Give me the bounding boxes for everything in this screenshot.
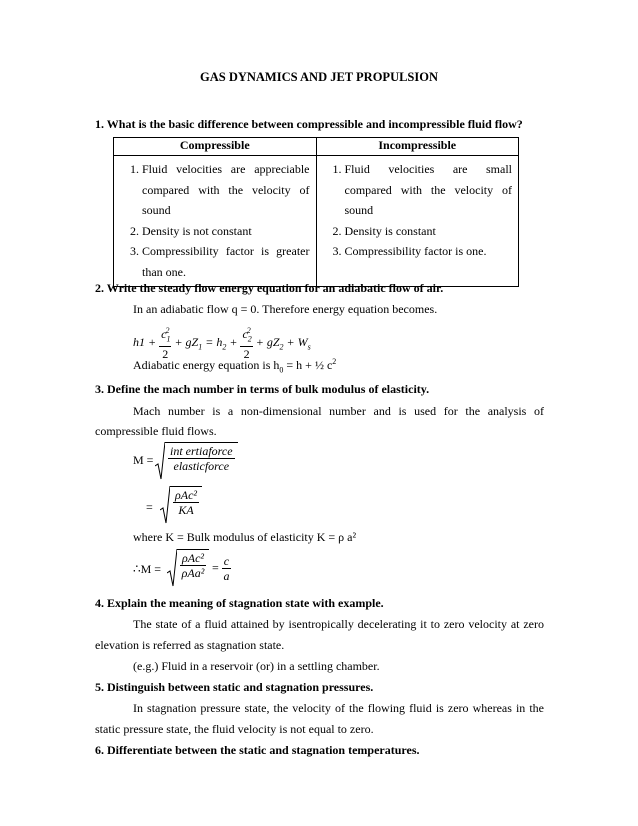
question-5: 5. Distinguish between static and stagnation pressures. [95,680,374,694]
sqrt-inertia-elastic: $\frac{\text{int ertiaforce}}{\text{elasticforce}}$ [155,442,238,480]
q4-line-2: (e.g.) Fluid in a reservoir (or) in a settling chamber. [133,659,380,673]
incompressible-cell [316,156,519,287]
sqrt-rhoac2-ka: $\frac{\text{ρAc²}}{KA}$ [160,486,202,524]
compressible-cell [114,156,317,287]
q4-line-1a: The state of a fluid attained by isentropically decelerating it to zero velocity at zero [133,617,544,631]
eq-sign-2: = [146,500,153,514]
therefore-m-label: ∴M = [133,562,162,576]
incompressible-item-1: 1. Fluid velocities are small compared with the velocity of sound [345,159,513,221]
question-6: 6. Differentiate between the static and stagnation temperatures. [95,743,420,757]
q4-line-1b: elevation is referred as stagnation state. [95,638,285,652]
q2-line-1: In an adiabatic flow q = 0. Therefore energy equation becomes. [133,302,438,316]
q5-line-1a: In stagnation pressure state, the velocity of the flowing fluid is zero whereas in the [133,701,544,715]
page-title: GAS DYNAMICS AND JET PROPULSION [200,70,438,84]
header-compressible: Compressible [114,138,317,156]
question-1: 1. What is the basic difference between compressible and incompressible fluid flow? [95,117,523,131]
question-4: 4. Explain the meaning of stagnation state with example. [95,596,384,610]
compressible-item-3: 3. Compressibility factor is greater than one. [142,241,310,282]
q3-line-1b: compressible fluid flows. [95,424,217,438]
q3-line-1a: Mach number is a non-dimensional number and is used for the analysis of [133,404,544,418]
compressible-item-2: 2. Density is not constant [142,221,310,242]
question-2: 2. Write the steady flow energy equation for an adiabatic flow of air. [95,281,444,295]
header-incompressible: Incompressible [316,138,519,156]
incompressible-item-3: 3. Compressibility factor is one. [345,241,513,262]
q2-line-2: Adiabatic energy equation is $h_0 = h$ + ½ $c^2$ [133,357,337,375]
mach-eq-label: M = [133,453,154,467]
compressible-item-1: 1. Fluid velocities are appreciable compared with the velocity of sound [142,159,310,221]
where-k-line: where K = Bulk modulus of elasticity K = ρ a² [133,530,357,544]
q5-line-1b: static pressure state, the fluid velocity is not equal to zero. [95,722,374,736]
energy-equation: h1 + $\frac{c_1^2}{2}$ + $gZ_1 = h_2$ + $\frac{c_2^2}{2}$ + $gZ_2 + W_s$ [133,326,311,362]
question-3: 3. Define the mach number in terms of bulk modulus of elasticity. [95,382,430,396]
sqrt-rhoac2-rhoaa2: $\frac{\text{ρAc²}}{\text{ρAa²}}$ = $\frac{c}{a}$ [167,549,231,587]
comparison-table [113,137,519,287]
incompressible-item-2: 2. Density is constant [345,221,513,242]
